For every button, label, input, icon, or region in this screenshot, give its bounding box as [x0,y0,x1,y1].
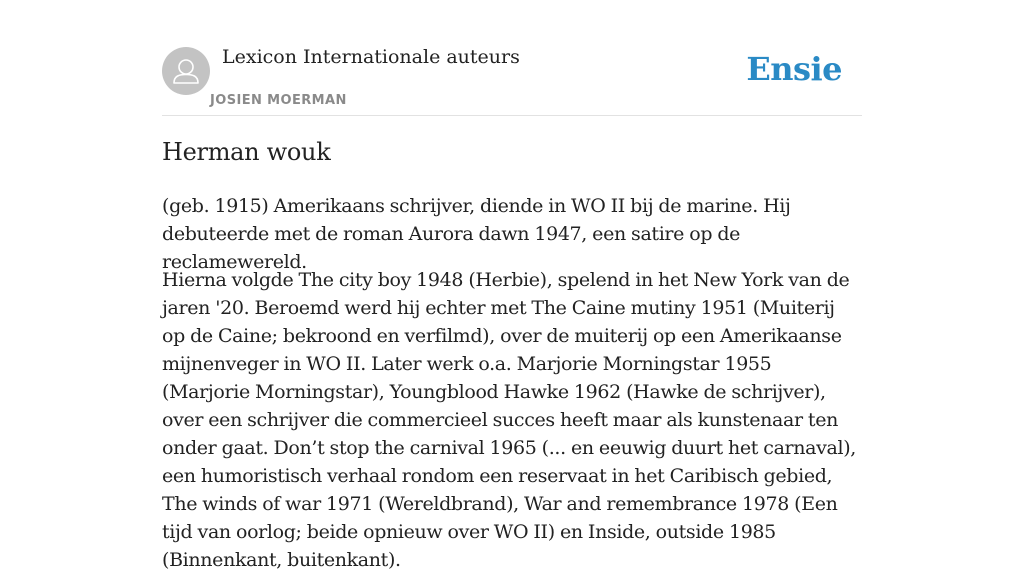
user-icon [162,47,210,95]
article-container [162,0,862,571]
author-avatar[interactable] [162,47,210,95]
entry-title: Herman wouk [162,138,331,166]
ensie-logo[interactable]: Ensie [746,50,842,88]
entry-paragraph-1: (geb. 1915) Amerikaans schrijver, diende in WO II bij de marine. Hij debuteerde met de roman Aurora dawn 1947, een satire op de reclamewereld. [162,195,791,273]
source-title[interactable]: Lexicon Internationale auteurs [222,46,520,68]
entry-paragraph-2: Hierna volgde The city boy 1948 (Herbie), spelend in het New York van de jaren '20. Beroemd werd hij echter met The Caine mutiny 1951 (Muiterij op de Caine; bekroond en verfilmd), over de muiterij op een Amerikaanse mijnenveger in WO II. Later werk o.a. Marjorie Morningstar 1955 (Marjorie Morningstar), Youngblood Hawke 1962 (Hawke de schrijver), over een schrijver die commercieel succes heeft maar als kunstenaar ten onder gaat. Don’t stop the carnival 1965 (... en eeuwig duurt het carnaval), een humoristisch verhaal rondom een reservaat in het Caribisch gebied, The winds of war 1971 (Wereldbrand), War and remembrance 1978 (Een tijd van oorlog; beide opnieuw over WO II) en Inside, outside 1985 (Binnenkant, buitenkant). [162,269,856,571]
article-header [162,0,862,116]
author-name[interactable]: JOSIEN MOERMAN [210,93,347,108]
